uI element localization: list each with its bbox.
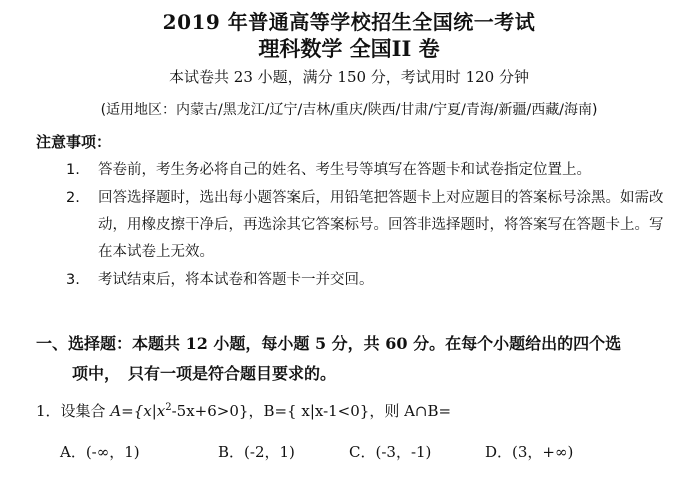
question-1 [36, 400, 451, 421]
notice-item-text: 回答选择题时，选出每小题答案后，用铅笔把答题卡上对应题目的答案标号涂黑。如需改动，用橡皮擦干净后，再选涂其它答案标号。回答非选择题时，将答案写在答题卡上。写在本试卷上无效。 [98, 190, 664, 260]
notice-heading: 注意事项： [36, 133, 112, 151]
applicable-regions: (适用地区：内蒙古/黑龙江/辽宁/吉林/重庆/陕西/甘肃/宁夏/青海/新疆/西藏/海南) [100, 102, 598, 118]
notice-item-number: 1. [66, 162, 80, 178]
exam-subtitle: 理科数学 全国II 卷 [258, 36, 440, 61]
exam-title: 2019 年普通高等学校招生全国统一考试 [162, 10, 536, 34]
exam-info: 本试卷共 23 小题，满分 150 分，考试用时 120 分钟 [169, 68, 529, 86]
notice-item-number: 3. [66, 272, 80, 288]
set-b: B={ x|x-1<0}，则 A∩B= [263, 402, 452, 420]
section-heading-line1: 一、选择题：本题共 12 小题，每小题 5 分，共 60 分。在每个小题给出的四个选 [36, 334, 622, 353]
set-a-start: A={x|x [110, 402, 166, 420]
notice-item-number: 2. [66, 190, 80, 206]
option-b[interactable]: B．(-2，1) [218, 443, 295, 461]
section-heading [36, 329, 686, 389]
question-prefix: 1．设集合 [36, 402, 111, 420]
section-heading-line2: 项中， 只有一项是符合题目要求的。 [72, 364, 337, 383]
option-a[interactable]: A．(-∞，1) [60, 443, 140, 461]
notice-item-text: 考试结束后，将本试卷和答题卡一并交回。 [98, 272, 374, 288]
option-d[interactable]: D．(3，+∞) [485, 443, 574, 461]
set-a-end: -5x+6>0}， [171, 402, 264, 420]
set-a-exponent: 2 [165, 402, 172, 413]
option-c[interactable]: C．(-3，-1) [349, 443, 432, 461]
notice-item-text: 答卷前，考生务必将自己的姓名、考生号等填写在答题卡和试卷指定位置上。 [98, 162, 591, 178]
